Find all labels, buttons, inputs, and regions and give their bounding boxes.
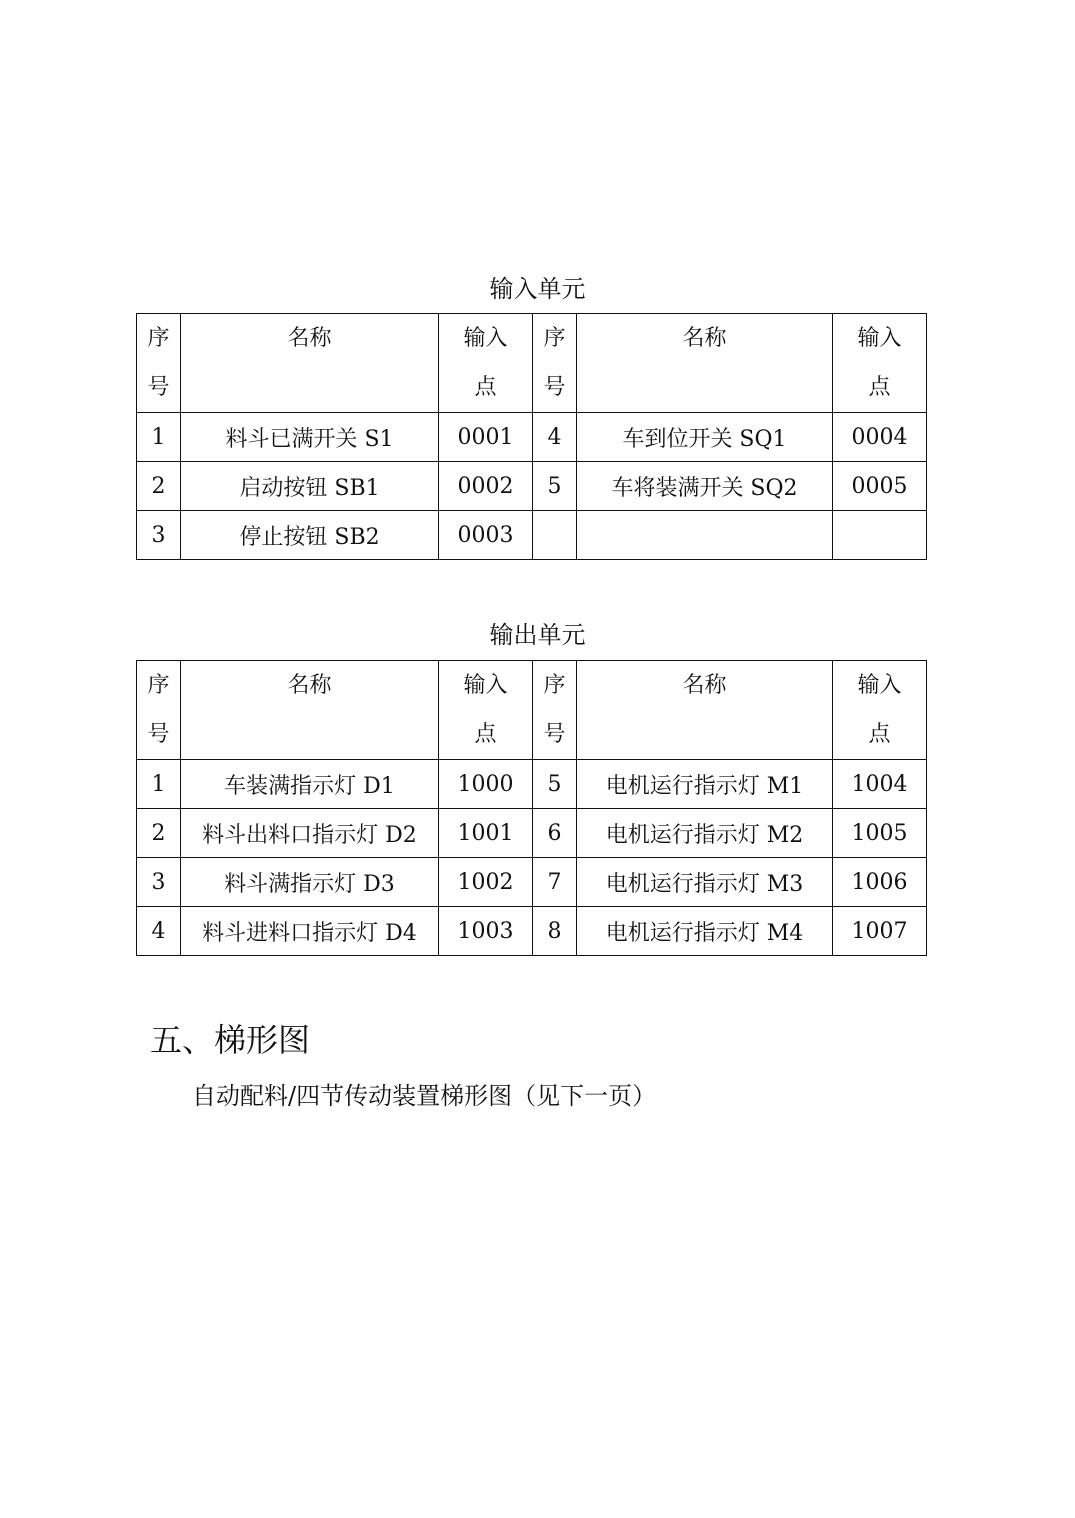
table-row [137, 511, 927, 560]
cell-name: 电机运行指示灯 M2 [577, 809, 833, 858]
cell-no: 5 [533, 462, 577, 511]
cell-point: 1003 [439, 907, 533, 956]
cell-no: 2 [137, 462, 181, 511]
table-header-row [137, 314, 927, 413]
cell-point [833, 511, 927, 560]
cell-no: 3 [137, 858, 181, 907]
header-point: 输入 点 [833, 314, 927, 413]
table-row [137, 462, 927, 511]
header-point: 输入 点 [439, 314, 533, 413]
cell-point: 0004 [833, 413, 927, 462]
header-no: 序 号 [533, 314, 577, 413]
cell-no: 6 [533, 809, 577, 858]
section-paragraph: 自动配料/四节传动装置梯形图（见下一页） [192, 1082, 657, 1110]
cell-point: 1004 [833, 760, 927, 809]
table-row [137, 858, 927, 907]
cell-point: 0002 [439, 462, 533, 511]
input-table-caption: 输入单元 [489, 275, 586, 303]
section-heading: 五、梯形图 [150, 1021, 311, 1059]
header-point: 输入 点 [439, 661, 533, 760]
cell-no [533, 511, 577, 560]
header-name: 名称 [577, 661, 833, 760]
cell-name: 电机运行指示灯 M4 [577, 907, 833, 956]
cell-name: 料斗满指示灯 D3 [181, 858, 439, 907]
cell-name: 料斗出料口指示灯 D2 [181, 809, 439, 858]
header-name: 名称 [181, 314, 439, 413]
cell-name: 车到位开关 SQ1 [577, 413, 833, 462]
cell-name [577, 511, 833, 560]
cell-point: 1007 [833, 907, 927, 956]
header-no: 序 号 [137, 314, 181, 413]
cell-name: 启动按钮 SB1 [181, 462, 439, 511]
cell-point: 0001 [439, 413, 533, 462]
header-no: 序 号 [137, 661, 181, 760]
cell-name: 停止按钮 SB2 [181, 511, 439, 560]
cell-name: 料斗已满开关 S1 [181, 413, 439, 462]
cell-name: 电机运行指示灯 M1 [577, 760, 833, 809]
header-name: 名称 [577, 314, 833, 413]
header-name: 名称 [181, 661, 439, 760]
table-row [137, 413, 927, 462]
header-point: 输入 点 [833, 661, 927, 760]
table-header-row [137, 661, 927, 760]
table-row [137, 907, 927, 956]
cell-no: 4 [533, 413, 577, 462]
table-row [137, 809, 927, 858]
cell-no: 3 [137, 511, 181, 560]
input-table [136, 313, 927, 560]
header-no: 序 号 [533, 661, 577, 760]
cell-no: 8 [533, 907, 577, 956]
output-table [136, 660, 927, 956]
cell-no: 1 [137, 760, 181, 809]
cell-point: 0005 [833, 462, 927, 511]
cell-no: 5 [533, 760, 577, 809]
cell-point: 1001 [439, 809, 533, 858]
cell-no: 4 [137, 907, 181, 956]
table-row [137, 760, 927, 809]
cell-point: 1002 [439, 858, 533, 907]
cell-name: 车将装满开关 SQ2 [577, 462, 833, 511]
cell-name: 车装满指示灯 D1 [181, 760, 439, 809]
cell-no: 2 [137, 809, 181, 858]
cell-name: 料斗进料口指示灯 D4 [181, 907, 439, 956]
cell-no: 1 [137, 413, 181, 462]
cell-point: 1005 [833, 809, 927, 858]
cell-no: 7 [533, 858, 577, 907]
output-table-caption: 输出单元 [489, 621, 586, 649]
cell-name: 电机运行指示灯 M3 [577, 858, 833, 907]
cell-point: 0003 [439, 511, 533, 560]
cell-point: 1000 [439, 760, 533, 809]
cell-point: 1006 [833, 858, 927, 907]
